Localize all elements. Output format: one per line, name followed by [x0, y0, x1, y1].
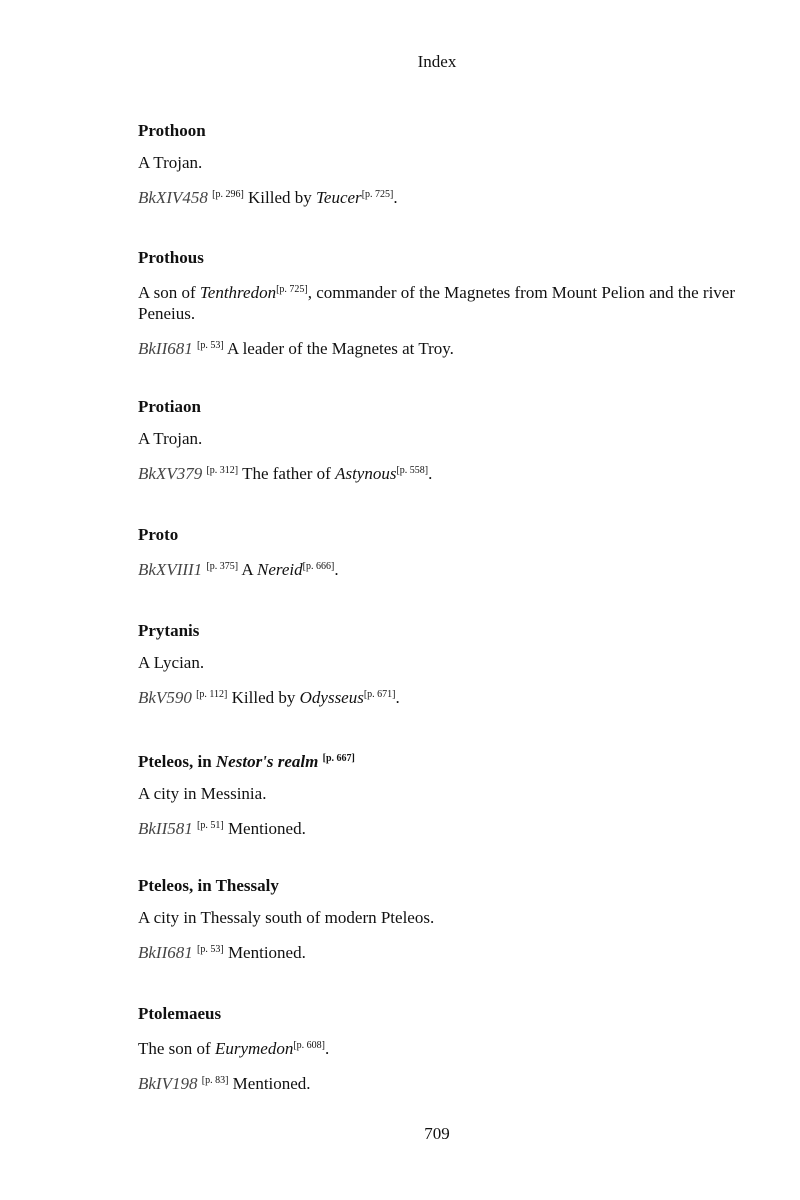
punctuation: .	[393, 188, 398, 207]
cross-reference-name[interactable]: Teucer	[316, 188, 362, 207]
entry-reference	[138, 684, 748, 708]
page-reference[interactable]: [p. 53]	[197, 944, 224, 955]
entry-title	[138, 748, 748, 773]
entry-title: Protiaon	[138, 397, 201, 416]
page-reference[interactable]: [p. 53]	[197, 340, 224, 351]
book-reference-link[interactable]: BkV590	[138, 688, 192, 707]
entry-reference	[138, 184, 748, 208]
punctuation: .	[395, 688, 400, 707]
entry-description: A city in Thessaly south of modern Pteleos.	[138, 908, 435, 927]
entry-description: A Trojan.	[138, 153, 203, 172]
punctuation: .	[428, 464, 433, 483]
book-reference-link[interactable]: BkXVIII1	[138, 560, 203, 579]
entry-description: A Lycian.	[138, 653, 205, 672]
description-text: The son of	[138, 1039, 211, 1058]
entry-title: Pteleos, in Thessaly	[138, 876, 279, 895]
page-reference[interactable]: [p. 83]	[201, 1075, 229, 1086]
index-entry-pteleos-nestor	[138, 748, 748, 850]
page-reference[interactable]: [p. 725]	[361, 189, 394, 200]
entry-description	[138, 1035, 748, 1059]
index-entry-prothoon	[138, 120, 748, 219]
index-entry-ptolemaeus	[138, 1003, 748, 1105]
book-reference-link[interactable]: BkII581	[138, 819, 193, 838]
entry-title: Proto	[138, 525, 179, 544]
book-reference-link[interactable]: BkII681	[138, 943, 193, 962]
punctuation: .	[334, 560, 339, 579]
reference-text: Mentioned.	[227, 819, 306, 838]
entry-description: A city in Messinia.	[138, 784, 267, 803]
entry-reference	[138, 1070, 748, 1094]
page-reference[interactable]: [p. 296]	[212, 189, 244, 200]
entry-reference	[138, 939, 748, 963]
description-text: , commander of the Magnetes from Mount Pelion and the river Peneius.	[138, 283, 735, 323]
reference-text: Killed by	[231, 688, 296, 707]
page-reference[interactable]: [p. 375]	[206, 561, 239, 572]
page-reference[interactable]: [p. 558]	[396, 465, 429, 476]
entry-reference	[138, 335, 748, 359]
page-reference[interactable]: [p. 112]	[196, 689, 228, 700]
reference-text: The father of	[242, 464, 331, 483]
entry-title: Prothoon	[138, 121, 206, 140]
reference-text: Mentioned.	[232, 1074, 311, 1093]
book-reference-link[interactable]: BkXIV458	[138, 188, 208, 207]
cross-reference-name[interactable]: Odysseus	[299, 688, 364, 707]
page-reference[interactable]: [p. 667]	[322, 753, 355, 764]
cross-reference-name[interactable]: Astynous	[335, 464, 397, 483]
page-reference[interactable]: [p. 666]	[302, 561, 335, 572]
running-header: Index	[417, 52, 457, 71]
cross-reference-name[interactable]: Nereid	[257, 560, 303, 579]
reference-text: Mentioned.	[227, 943, 306, 962]
cross-reference-name[interactable]: Tenthredon	[199, 283, 277, 302]
page-reference[interactable]: [p. 51]	[197, 820, 224, 831]
page-number: 709	[424, 1124, 450, 1143]
entry-reference	[138, 460, 748, 484]
index-entry-proto	[138, 524, 748, 591]
entry-reference	[138, 556, 748, 580]
title-text: Pteleos, in	[138, 752, 212, 771]
entry-title: Ptolemaeus	[138, 1004, 222, 1023]
page-reference[interactable]: [p. 725]	[276, 284, 308, 295]
index-entry-prytanis	[138, 620, 748, 719]
book-reference-link[interactable]: BkXV379	[138, 464, 203, 483]
index-entry-protiaon	[138, 396, 748, 495]
entry-title: Prothous	[138, 248, 204, 267]
description-text: A son of	[138, 283, 196, 302]
book-reference-link[interactable]: BkIV198	[138, 1074, 198, 1093]
cross-reference-name[interactable]: Nestor's realm	[215, 752, 319, 771]
reference-text: A	[241, 560, 253, 579]
page-reference[interactable]: [p. 671]	[363, 689, 396, 700]
entry-description	[138, 279, 748, 324]
index-entry-prothous	[138, 247, 748, 370]
page-reference[interactable]: [p. 608]	[293, 1040, 326, 1051]
reference-text: Killed by	[248, 188, 312, 207]
entry-title: Prytanis	[138, 621, 200, 640]
entry-reference	[138, 815, 748, 839]
index-entry-pteleos-thessaly	[138, 875, 748, 974]
cross-reference-name[interactable]: Eurymedon	[214, 1039, 294, 1058]
book-reference-link[interactable]: BkII681	[138, 339, 193, 358]
page-reference[interactable]: [p. 312]	[206, 465, 239, 476]
reference-text: A leader of the Magnetes at Troy.	[227, 339, 454, 358]
entry-description: A Trojan.	[138, 429, 203, 448]
description-text: .	[325, 1039, 330, 1058]
